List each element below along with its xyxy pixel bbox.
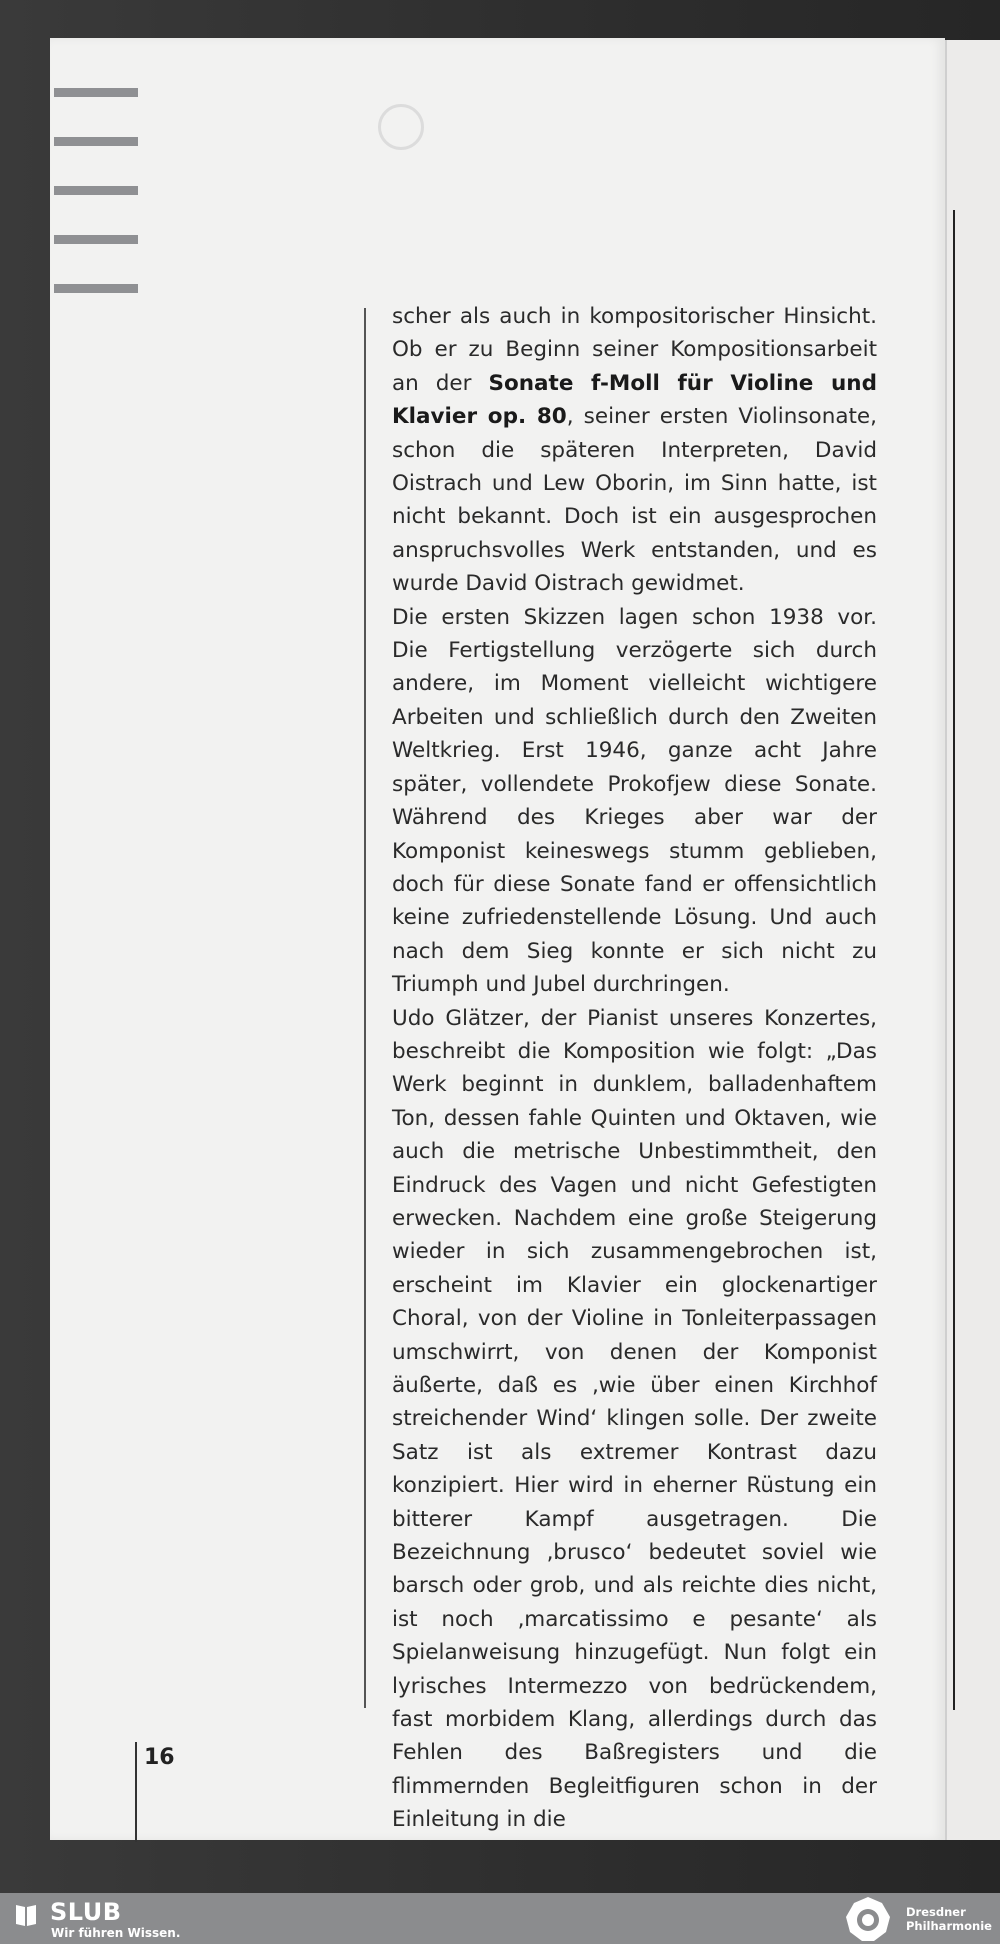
partner-line1: Dresdner — [906, 1905, 966, 1919]
viewer-footer — [0, 1893, 1000, 1944]
show-through-logo — [140, 110, 440, 170]
paragraph-text: scher als auch in kompositorischer Hinsicht. Ob er zu Beginn seiner Kompositionsarbeit an der — [392, 304, 877, 396]
decorative-bar — [54, 235, 138, 244]
work-title: Sonate f-Moll für Violine und Klavier op. 80 — [392, 370, 877, 430]
decorative-bar — [54, 284, 138, 293]
column-rule — [364, 308, 366, 1708]
show-through-mark — [378, 104, 424, 150]
next-page-rule — [953, 210, 955, 1710]
partner-line2: Philharmonie — [906, 1919, 992, 1933]
paragraph — [392, 300, 877, 601]
decorative-bar — [54, 186, 138, 195]
page-number-rule — [135, 1742, 137, 1842]
library-tagline: Wir führen Wissen. — [51, 1926, 181, 1940]
article-body — [392, 300, 877, 1837]
library-name[interactable]: SLUB — [50, 1898, 122, 1926]
decorative-bars — [54, 88, 138, 333]
page-number: 16 — [144, 1745, 175, 1770]
book-icon — [14, 1902, 38, 1928]
next-page-edge — [945, 40, 1000, 1840]
decorative-bar — [54, 88, 138, 97]
paragraph-text: , seiner ersten Violinsonate, schon die späteren Interpreten, David Oistrach und Lew Oborin, im Sinn hatte, ist nicht bekannt. Doch ist ein ausgesprochen anspruchsvolles Werk entstanden, und es wurde David Oistrach gewidmet. — [392, 404, 877, 597]
decorative-bar — [54, 137, 138, 146]
paragraph: Udo Glätzer, der Pianist unseres Konzertes, beschreibt die Komposition wie folgt: „Das Werk beginnt in dunklem, balladenhaftem Ton, dessen fahle Quinten und Oktaven, wie auch die metrische Unbestimmtheit, den Eindruck des Vagen und nicht Gefestigten erwecken. Nachdem eine große Steigerung wieder in sich zusammengebrochen ist, erscheint im Klavier ein glockenartiger Choral, von der Violine in Tonleiterpassagen umschwirrt, von denen der Komponist äußerte, daß es ‚wie über einen Kirchhof streichender Wind‘ klingen solle. Der zweite Satz ist als extremer Kontrast dazu konzipiert. Hier wird in eherner Rüstung ein bitterer Kampf ausgetragen. Die Bezeichnung ‚brusco‘ bedeutet soviel wie barsch oder grob, und als reichte dies nicht, ist noch ‚marcatissimo e pesante‘ als Spielanweisung hinzugefügt. Nun folgt ein lyrisches Intermezzo von bedrückendem, fast morbidem Klang, allerdings durch das Fehlen des Baßregisters und die flimmernden Begleitfiguren schon in der Einleitung in die — [392, 1005, 877, 1833]
partner-name — [906, 1905, 992, 1933]
paragraph: Die ersten Skizzen lagen schon 1938 vor. Die Fertigstellung verzögerte sich durch andere, im Moment vielleicht wichtigere Arbeiten und schließlich durch den Zweiten Weltkrieg. Erst 1946, ganze acht Jahre später, vollendete Prokofjew diese Sonate. Während des Krieges aber war der Komponist keineswegs stumm geblieben, doch für diese Sonate fand er offensichtlich keine zufriedenstellende Lösung. Und auch nach dem Sieg konnte er sich nicht zu Triumph und Jubel durchringen. — [392, 604, 877, 998]
dresdner-philharmonie-logo[interactable] — [842, 1895, 894, 1943]
